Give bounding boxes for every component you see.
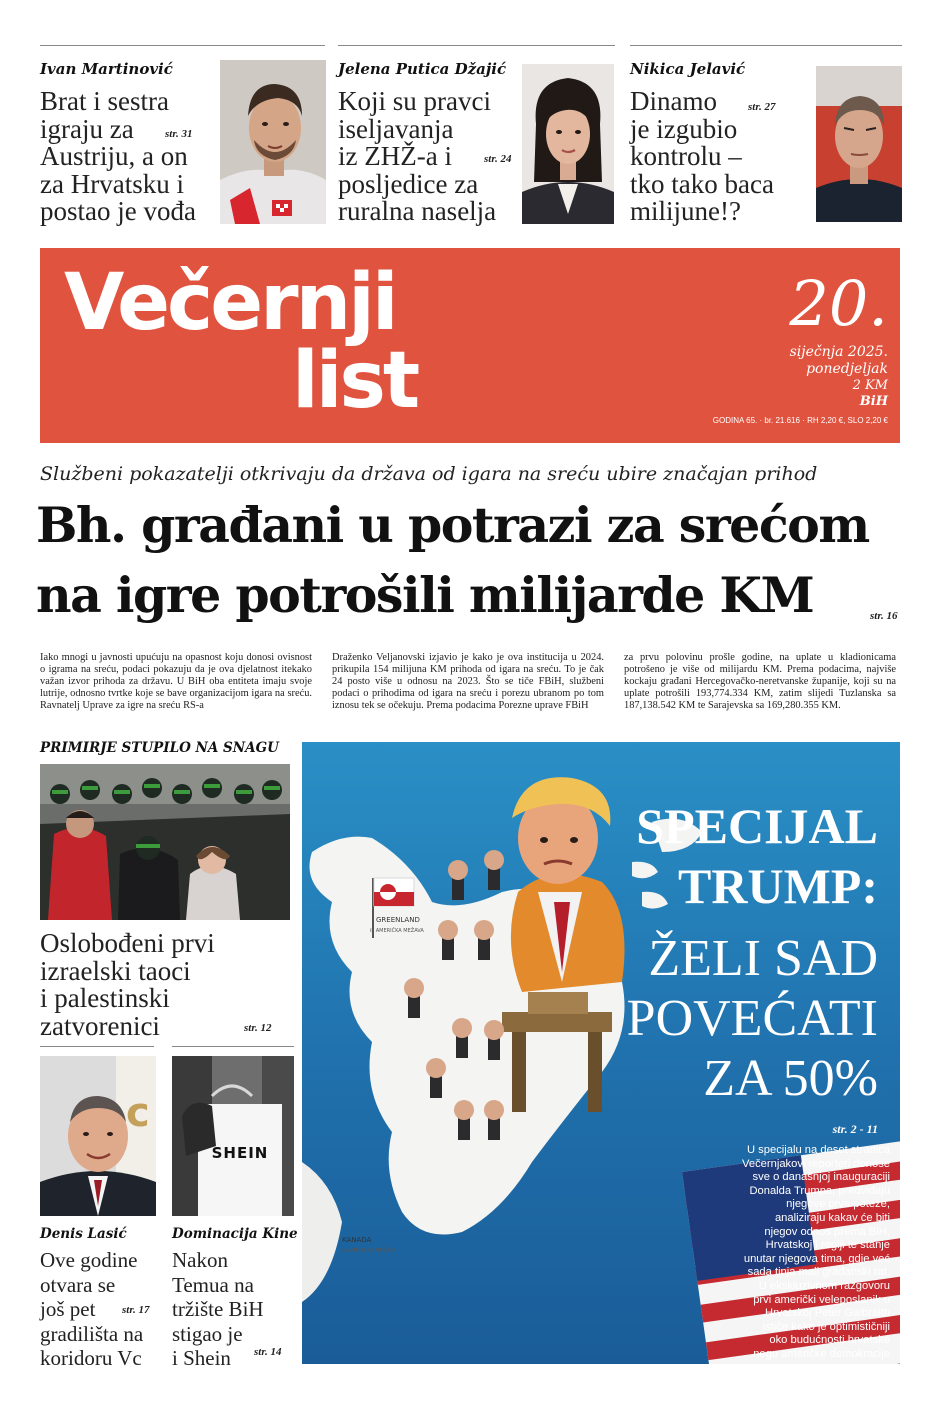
teaser-divider-2 (338, 45, 615, 46)
main-story-column-2: Draženko Veljanovski izjavio je kako je ova institucija u 2024. prikupila 154 milijuna KM prihoda od igara na sreću. To je čak 24 posto više u odnosu na 2023. Što se tiče FBiH, službeni podaci o prihodima od igara na sreću i porezu ubranom po tom iznosu tek se očekuju. Prema podacima Porezne uprave FBiH (332, 652, 604, 711)
denis-lasic-photo (40, 1056, 156, 1216)
main-story-kicker: Službeni pokazatelji otkrivaju da država od igara na sreću ubire značajan prihod (40, 463, 818, 485)
teaser-line: Austriju, a on (40, 141, 188, 171)
footballer-illustration (220, 60, 326, 224)
shein-photo (172, 1056, 294, 1216)
headline-line: zatvorenici (40, 1010, 160, 1041)
teaser-headline[interactable] (630, 88, 810, 226)
teaser-line: je izgubio (630, 113, 738, 144)
page-reference: str. 16 (870, 610, 898, 622)
canada-map-label: KANADA (342, 1236, 372, 1244)
headline-line: stigao je (172, 1321, 243, 1346)
teaser-line: ruralna naselja (338, 196, 497, 226)
headline-line: i palestinski (40, 983, 170, 1013)
headline-line: otvara se (40, 1272, 116, 1297)
svg-text:c: c (126, 1090, 150, 1136)
special-title-2: TRUMP: (678, 858, 878, 914)
main-story-column-3: za prvu polovinu prošle godine, na uplate u kladionicama potrošeno je više od milijardu KM. Prema podacima, najviše kockaju građani Hercegovačko-neretvanske županije, koji su na uplate potrošili 193,774.334 KM, zatim slijedi Tuzlanska sa 187,138.542 KM te Sarajevska sa 169,280.355 KM. (624, 652, 896, 711)
special-title-1: SPECIJAL (636, 798, 878, 854)
teaser-author: Ivan Martinović (40, 60, 173, 78)
teaser-line: kontrolu – (630, 141, 742, 171)
logo-line-vecernji[interactable]: Večernji (64, 258, 396, 348)
teaser-photo-woman (522, 64, 614, 224)
small-story-author: Denis Lasić (40, 1226, 127, 1242)
special-subtitle-2: POVEĆATI (626, 990, 878, 1047)
issue-month-year: siječnja 2025. (789, 344, 888, 360)
issue-weekday: ponedjeljak (806, 361, 888, 377)
logo-line-list[interactable]: list (292, 336, 418, 426)
businessman-illustration (40, 1056, 156, 1216)
main-headline-line-2[interactable]: na igre potrošili milijarde KM (36, 566, 814, 624)
teaser-headline[interactable] (40, 88, 240, 226)
page-reference: str. 2 - 11 (832, 1122, 878, 1136)
headline-line: Temua na (172, 1272, 254, 1297)
special-subtitle-1: ŽELI SAD (648, 930, 878, 987)
issue-day: 20. (789, 267, 888, 340)
teaser-divider-3 (630, 45, 902, 46)
headline-line: izraelski taoci (40, 955, 191, 986)
main-story-column-1: Iako mnogi u javnosti upućuju na opasnost koju donosi ovisnost o igrama na sreću, podaci pokazuju da je ova djelatnost itekako važan izvor prihoda za državu. U BiH oba entiteta imaju svoje lutrije, odnosno tvrtke koje se bave organizacijom igara na sreću. Ravnatelj Uprave za igre na sreću RS-a (40, 652, 312, 711)
teaser-line: iseljavanja (338, 113, 454, 144)
special-subtitle-3: ZA 50% (703, 1050, 878, 1107)
teaser-line: posljedice za (338, 168, 479, 199)
woman-illustration (522, 64, 614, 224)
crowd-illustration (40, 764, 290, 920)
headline-line: Oslobođeni prvi (40, 928, 215, 958)
small-story-author: Dominacija Kine (172, 1226, 298, 1242)
page-reference: str. 27 (748, 101, 776, 113)
greenland-map-label: GREENLAND (376, 916, 420, 924)
teaser-line: tko tako baca (630, 168, 774, 199)
teaser-author: Jelena Putica Džajić (338, 60, 507, 78)
teaser-line: postao je vođa (40, 196, 196, 226)
page-reference: str. 31 (165, 128, 193, 140)
canada-map-sublabel: ili AMERIČKA MEŽAVA (342, 1248, 396, 1254)
page-reference: str. 24 (484, 153, 512, 165)
page-reference: str. 12 (244, 1022, 272, 1034)
ceasefire-photo (40, 764, 290, 920)
teaser-author: Nikica Jelavić (630, 60, 746, 78)
headline-line: gradilišta na (40, 1321, 144, 1346)
headline-line: Nakon (172, 1248, 228, 1272)
special-body-text: U specijalu na deset stranica Večernjakovi reporteri donose sve o današnjoj inauguraciji Donalda Trumpa, predviđaju njegove prve poteze, analiziraju kakav će biti njegov odnos prema BiH, Hrvatskoj i regiji te stanje unutar njegova tima, gdje već sada tinja mali građanski rat. U ekskluzivnom razgovoru prvi američki veleposlanik u Hrvatskoj Peter Galbraith ističe kako je optimističniji oko budućnosti hrvatske nego američke demokracije (742, 1144, 891, 1360)
teaser-divider-1 (40, 45, 325, 46)
teaser-photo-footballer (220, 60, 326, 224)
issue-region: BiH (859, 394, 888, 409)
trump-special-panel[interactable] (302, 742, 900, 1364)
headline-line: Ove godine (40, 1248, 138, 1272)
teaser-line: Dinamo (630, 86, 717, 116)
small-story-divider-2 (172, 1046, 294, 1047)
greenland-map-sublabel: ili AMERIČKA MEŽAVA (370, 928, 424, 934)
teaser-line: Brat i sestra (40, 86, 169, 116)
masthead (40, 248, 900, 443)
main-headline-line-1[interactable]: Bh. građani u potrazi za srećom (36, 496, 869, 554)
issue-price: 2 KM (852, 378, 888, 393)
teaser-line: iz ZHŽ-a i (338, 141, 452, 171)
headline-line: još pet (40, 1297, 96, 1321)
teaser-line: Koji su pravci (338, 86, 491, 116)
teaser-photo-man (816, 66, 902, 222)
shein-bag-label: SHEIN (211, 1144, 269, 1162)
page-reference: str. 17 (122, 1304, 150, 1316)
shopping-bag-illustration (172, 1056, 294, 1216)
page-reference: str. 14 (254, 1346, 282, 1358)
man-illustration (816, 66, 902, 222)
section-title: PRIMIRJE STUPILO NA SNAGU (40, 740, 279, 756)
headline-line: koridoru Vc (40, 1346, 142, 1370)
headline-line: tržište BiH (172, 1297, 264, 1321)
teaser-line: milijune!? (630, 196, 741, 226)
teaser-line: za Hrvatsku i (40, 168, 184, 199)
headline-line: i Shein (172, 1346, 231, 1370)
teaser-line: igraju za (40, 113, 134, 144)
issue-info: GODINA 65. · br. 21.616 · RH 2,20 €, SLO 2,20 € (712, 416, 888, 425)
small-story-divider-1 (40, 1046, 154, 1047)
